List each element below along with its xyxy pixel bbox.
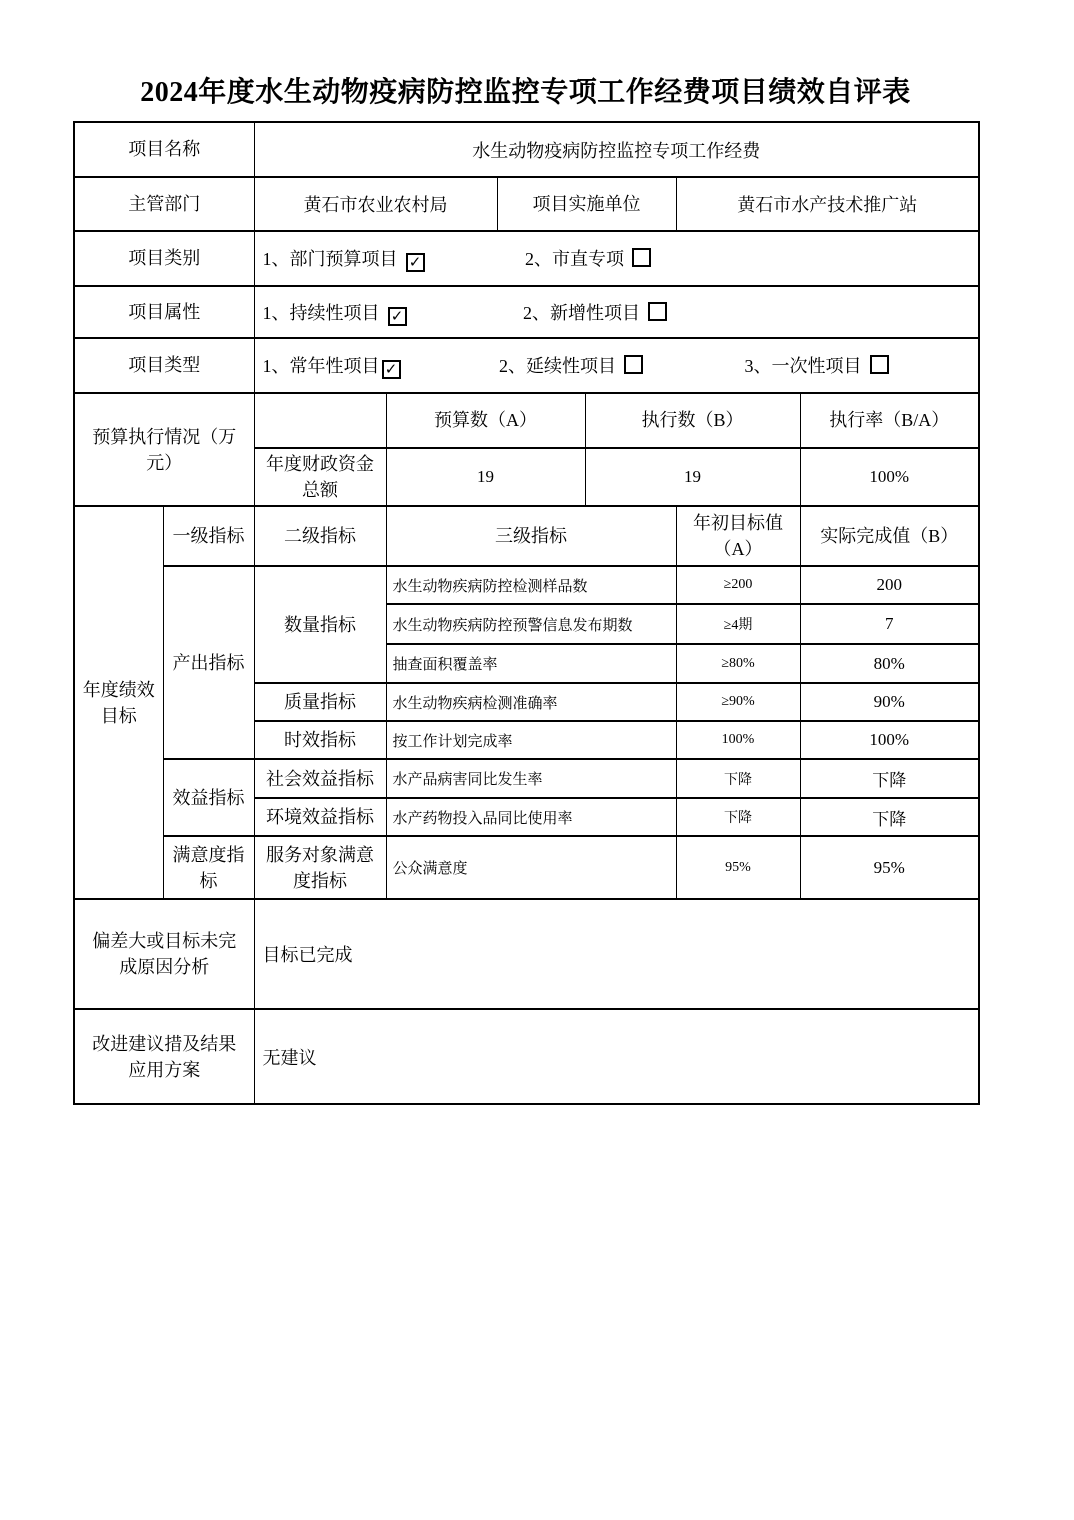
- row-type: [74, 338, 979, 393]
- project-name-value: 水生动物疫病防控监控专项工作经费: [254, 122, 979, 177]
- option-label: 2、延续性项目: [499, 356, 616, 376]
- benefit-indicator-label: 效益指标: [163, 759, 254, 836]
- indicator-target: 下降: [676, 759, 800, 798]
- option-perennial-project: [263, 352, 401, 379]
- category-label: 项目类别: [74, 231, 254, 286]
- attribute-label: 项目属性: [74, 286, 254, 338]
- option-label: 2、新增性项目: [523, 302, 640, 323]
- option-label: 1、持续性项目: [262, 302, 380, 323]
- type-label: 项目类型: [74, 338, 254, 393]
- checkbox-checked: ✓: [388, 307, 407, 326]
- option-dept-budget-project: [263, 245, 425, 272]
- row-improvement: [74, 1009, 979, 1104]
- timeliness-indicator-label: 时效指标: [254, 721, 386, 759]
- deviation-label: 偏差大或目标未完成原因分析: [74, 899, 254, 1009]
- indicator-name: 抽查面积覆盖率: [386, 644, 676, 683]
- row-project-name: [74, 122, 979, 177]
- indicator-name: 水生动物疾病防控检测样品数: [386, 566, 676, 604]
- indicator-actual: 100%: [800, 721, 979, 759]
- checkbox-unchecked: [870, 355, 889, 374]
- page-title: 2024年度水生动物疫病防控监控专项工作经费项目绩效自评表: [140, 77, 911, 108]
- supervisor-value: 黄石市农业农村局: [254, 177, 497, 231]
- indicator-name: 水产药物投入品同比使用率: [386, 798, 676, 836]
- annual-performance-goal-label: 年度绩效目标: [74, 506, 163, 899]
- attribute-options: [254, 286, 979, 338]
- indicator-target: 95%: [676, 836, 800, 899]
- satisfaction-indicator-label: 满意度指标: [163, 836, 254, 899]
- checkbox-checked: ✓: [382, 360, 401, 379]
- option-extended-project: [499, 352, 643, 378]
- indicator-actual: 7: [800, 604, 979, 644]
- indicator-name: 水生动物疾病防控预警信息发布期数: [386, 604, 676, 644]
- indicator-row-disease-rate: [74, 759, 979, 798]
- row-attribute: [74, 286, 979, 338]
- evaluation-table: [73, 121, 980, 1105]
- actual-header: 实际完成值（B）: [800, 506, 979, 566]
- implement-unit-value: 黄石市水产技术推广站: [676, 177, 979, 231]
- row-indicator-header: [74, 506, 979, 566]
- checkbox-unchecked: [624, 355, 643, 374]
- deviation-content: 目标已完成: [254, 899, 979, 1009]
- indicator-target: 100%: [676, 721, 800, 759]
- budget-b-value: 19: [585, 448, 800, 506]
- quantity-indicator-label: 数量指标: [254, 566, 386, 683]
- option-label: 1、常年性项目: [262, 356, 380, 376]
- option-label: 3、一次性项目: [744, 356, 862, 376]
- row-budget-header: [74, 393, 979, 448]
- budget-section-label: 预算执行情况（万元）: [74, 393, 254, 506]
- budget-col-a-header: 预算数（A）: [386, 393, 585, 448]
- type-options: [254, 338, 979, 393]
- indicator-name: 水生动物疾病检测准确率: [386, 683, 676, 721]
- level1-header: 一级指标: [163, 506, 254, 566]
- implement-unit-label: 项目实施单位: [497, 177, 676, 231]
- row-category: [74, 231, 979, 286]
- budget-a-value: 19: [386, 448, 585, 506]
- option-new-project: [523, 299, 667, 325]
- category-options: [254, 231, 979, 286]
- indicator-target: ≥80%: [676, 644, 800, 683]
- row-supervisor: [74, 177, 979, 231]
- target-header: 年初目标值（A）: [676, 506, 800, 566]
- indicator-actual: 200: [800, 566, 979, 604]
- improvement-label: 改进建议措及结果应用方案: [74, 1009, 254, 1104]
- checkbox-unchecked: [648, 302, 667, 321]
- option-continuous-project: [263, 299, 407, 326]
- indicator-row-satisfaction: [74, 836, 979, 899]
- indicator-actual: 80%: [800, 644, 979, 683]
- indicator-row-samples: [74, 566, 979, 604]
- checkbox-checked: ✓: [406, 253, 425, 272]
- indicator-actual: 95%: [800, 836, 979, 899]
- indicator-target: ≥4期: [676, 604, 800, 644]
- annual-funds-label: 年度财政资金总额: [254, 448, 386, 506]
- indicator-target: ≥90%: [676, 683, 800, 721]
- project-name-label: 项目名称: [74, 122, 254, 177]
- social-benefit-indicator-label: 社会效益指标: [254, 759, 386, 798]
- option-label: 2、市直专项: [525, 249, 624, 269]
- level3-header: 三级指标: [386, 506, 676, 566]
- service-target-satisfaction-label: 服务对象满意度指标: [254, 836, 386, 899]
- option-label: 1、部门预算项目: [262, 249, 398, 269]
- indicator-actual: 下降: [800, 798, 979, 836]
- environment-benefit-indicator-label: 环境效益指标: [254, 798, 386, 836]
- output-indicator-label: 产出指标: [163, 566, 254, 759]
- budget-rate-value: 100%: [800, 448, 979, 506]
- indicator-target: 下降: [676, 798, 800, 836]
- indicator-name: 公众满意度: [386, 836, 676, 899]
- empty-cell: [254, 393, 386, 448]
- quality-indicator-label: 质量指标: [254, 683, 386, 721]
- row-deviation: [74, 899, 979, 1009]
- improvement-content: 无建议: [254, 1009, 979, 1104]
- budget-col-b-header: 执行数（B）: [585, 393, 800, 448]
- checkbox-unchecked: [632, 248, 651, 267]
- level2-header: 二级指标: [254, 506, 386, 566]
- option-one-time-project: [745, 352, 889, 378]
- budget-rate-header: 执行率（B/A）: [800, 393, 979, 448]
- supervisor-label: 主管部门: [74, 177, 254, 231]
- indicator-name: 按工作计划完成率: [386, 721, 676, 759]
- indicator-actual: 下降: [800, 759, 979, 798]
- option-city-special: [525, 245, 651, 271]
- indicator-name: 水产品病害同比发生率: [386, 759, 676, 798]
- indicator-actual: 90%: [800, 683, 979, 721]
- indicator-target: ≥200: [676, 566, 800, 604]
